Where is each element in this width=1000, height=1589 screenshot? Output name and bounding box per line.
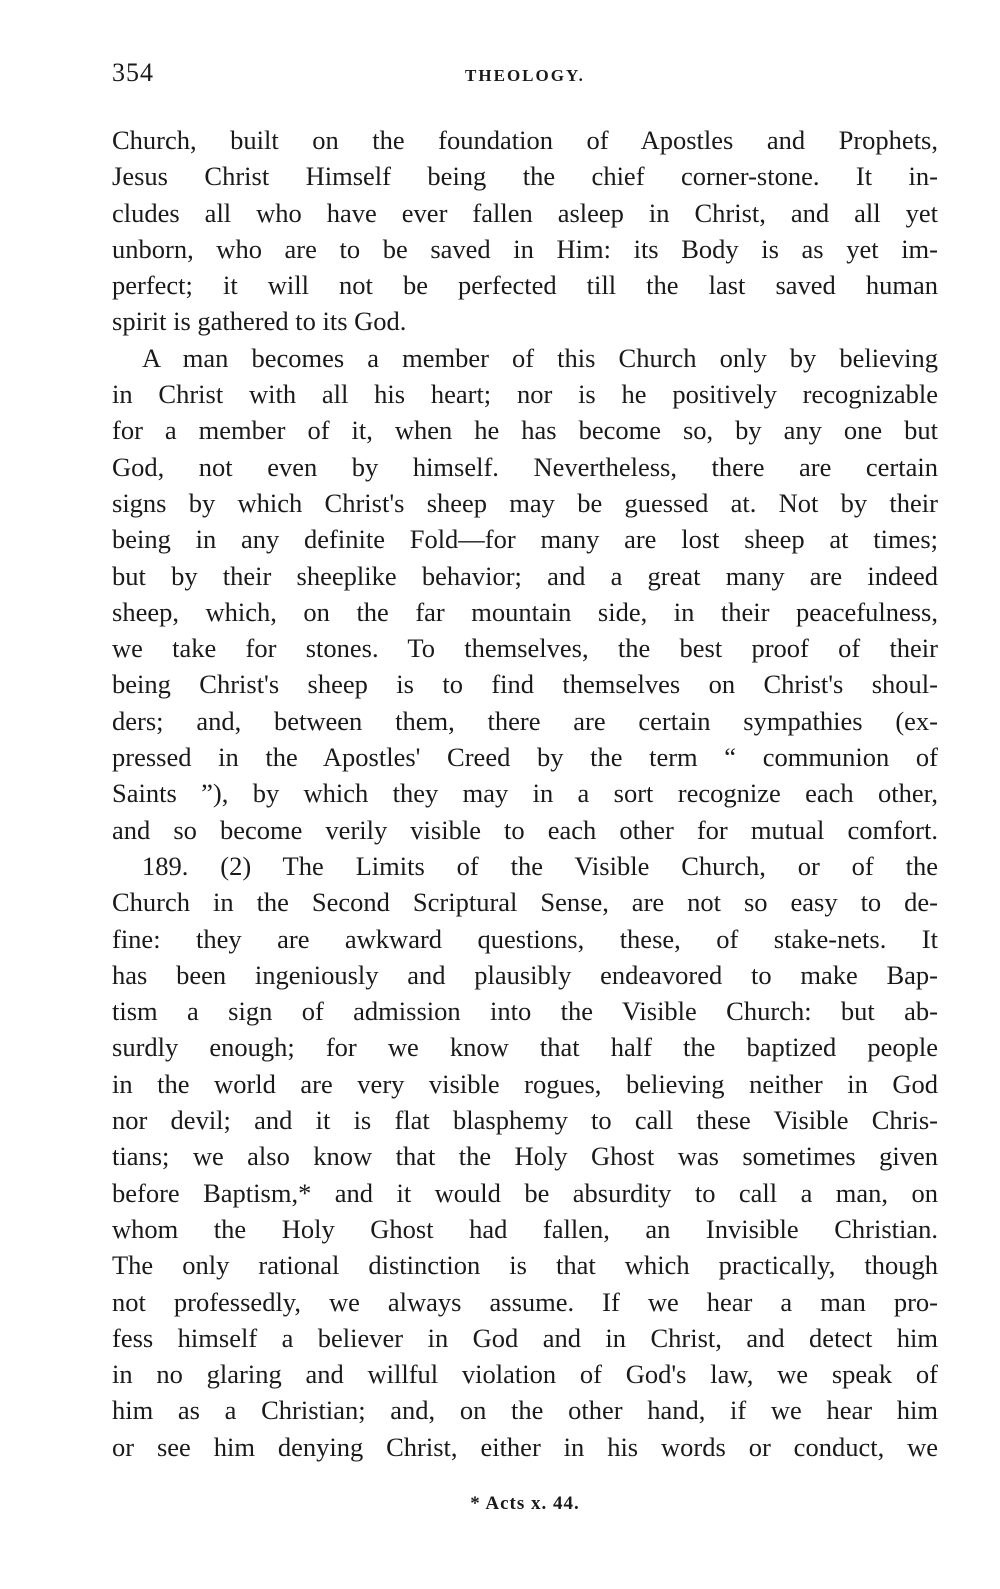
text-line-18: pressed in the Apostles' Creed by the term “ communion of (112, 742, 938, 773)
text-line-2: Jesus Christ Himself being the chief corner-stone. It in- (112, 161, 938, 192)
text-line-37: or see him denying Christ, either in his words or conduct, we (112, 1431, 938, 1462)
text-line-19: Saints ”), by which they may in a sort recognize each other, (112, 778, 938, 809)
text-line-34: fess himself a believer in God and in Christ, and detect him (112, 1322, 938, 1353)
text-line-24: has been ingeniously and plausibly endeavored to make Bap- (112, 959, 938, 990)
text-line-6: spirit is gathered to its God. (112, 306, 407, 337)
text-line-14: sheep, which, on the far mountain side, in their peacefulness, (112, 596, 938, 627)
text-line-16: being Christ's sheep is to find themselves on Christ's shoul- (112, 669, 938, 700)
text-line-10: God, not even by himself. Nevertheless, there are certain (112, 451, 938, 482)
text-line-22: Church in the Second Scriptural Sense, are not so easy to de- (112, 887, 938, 918)
text-line-7: A man becomes a member of this Church only by believing (142, 342, 938, 373)
text-line-35: in no glaring and willful violation of God's law, we speak of (112, 1359, 938, 1390)
text-line-11: signs by which Christ's sheep may be guessed at. Not by their (112, 487, 938, 518)
body-text (112, 122, 938, 1465)
text-line-5: perfect; it will not be perfected till the last saved human (112, 270, 938, 301)
page-number: 354 (112, 58, 154, 87)
running-title: THEOLOGY. (465, 66, 585, 85)
text-line-36: him as a Christian; and, on the other hand, if we hear him (112, 1395, 938, 1426)
text-line-28: nor devil; and it is flat blasphemy to call these Visible Chris- (112, 1105, 938, 1136)
text-line-21: 189. (2) The Limits of the Visible Church, or of the (142, 850, 938, 881)
text-line-25: tism a sign of admission into the Visible Church: but ab- (112, 996, 938, 1027)
text-line-12: being in any definite Fold—for many are lost sheep at times; (112, 524, 938, 555)
text-line-13: but by their sheeplike behavior; and a great many are indeed (112, 560, 938, 591)
text-line-15: we take for stones. To themselves, the best proof of their (112, 633, 938, 664)
text-line-3: cludes all who have ever fallen asleep in Christ, and all yet (112, 197, 938, 228)
text-line-23: fine: they are awkward questions, these, of stake-nets. It (112, 923, 938, 954)
text-line-20: and so become verily visible to each other for mutual comfort. (112, 814, 938, 845)
text-line-29: tians; we also know that the Holy Ghost was sometimes given (112, 1141, 938, 1172)
text-line-27: in the world are very visible rogues, believing neither in God (112, 1068, 938, 1099)
text-line-26: surdly enough; for we know that half the baptized people (112, 1032, 938, 1063)
text-line-4: unborn, who are to be saved in Him: its Body is as yet im- (112, 233, 938, 264)
text-line-9: for a member of it, when he has become so, by any one but (112, 415, 938, 446)
footnote: * Acts x. 44. (470, 1493, 580, 1514)
text-line-31: whom the Holy Ghost had fallen, an Invisible Christian. (112, 1213, 938, 1244)
text-line-33: not professedly, we always assume. If we hear a man pro- (112, 1286, 938, 1317)
text-line-1: Church, built on the foundation of Apostles and Prophets, (112, 125, 938, 155)
text-line-32: The only rational distinction is that which practically, though (112, 1250, 938, 1281)
text-line-8: in Christ with all his heart; nor is he positively recognizable (112, 379, 938, 410)
text-line-30: before Baptism,* and it would be absurdity to call a man, on (112, 1177, 938, 1208)
running-head (112, 58, 938, 94)
text-line-17: ders; and, between them, there are certain sympathies (ex- (112, 705, 938, 736)
